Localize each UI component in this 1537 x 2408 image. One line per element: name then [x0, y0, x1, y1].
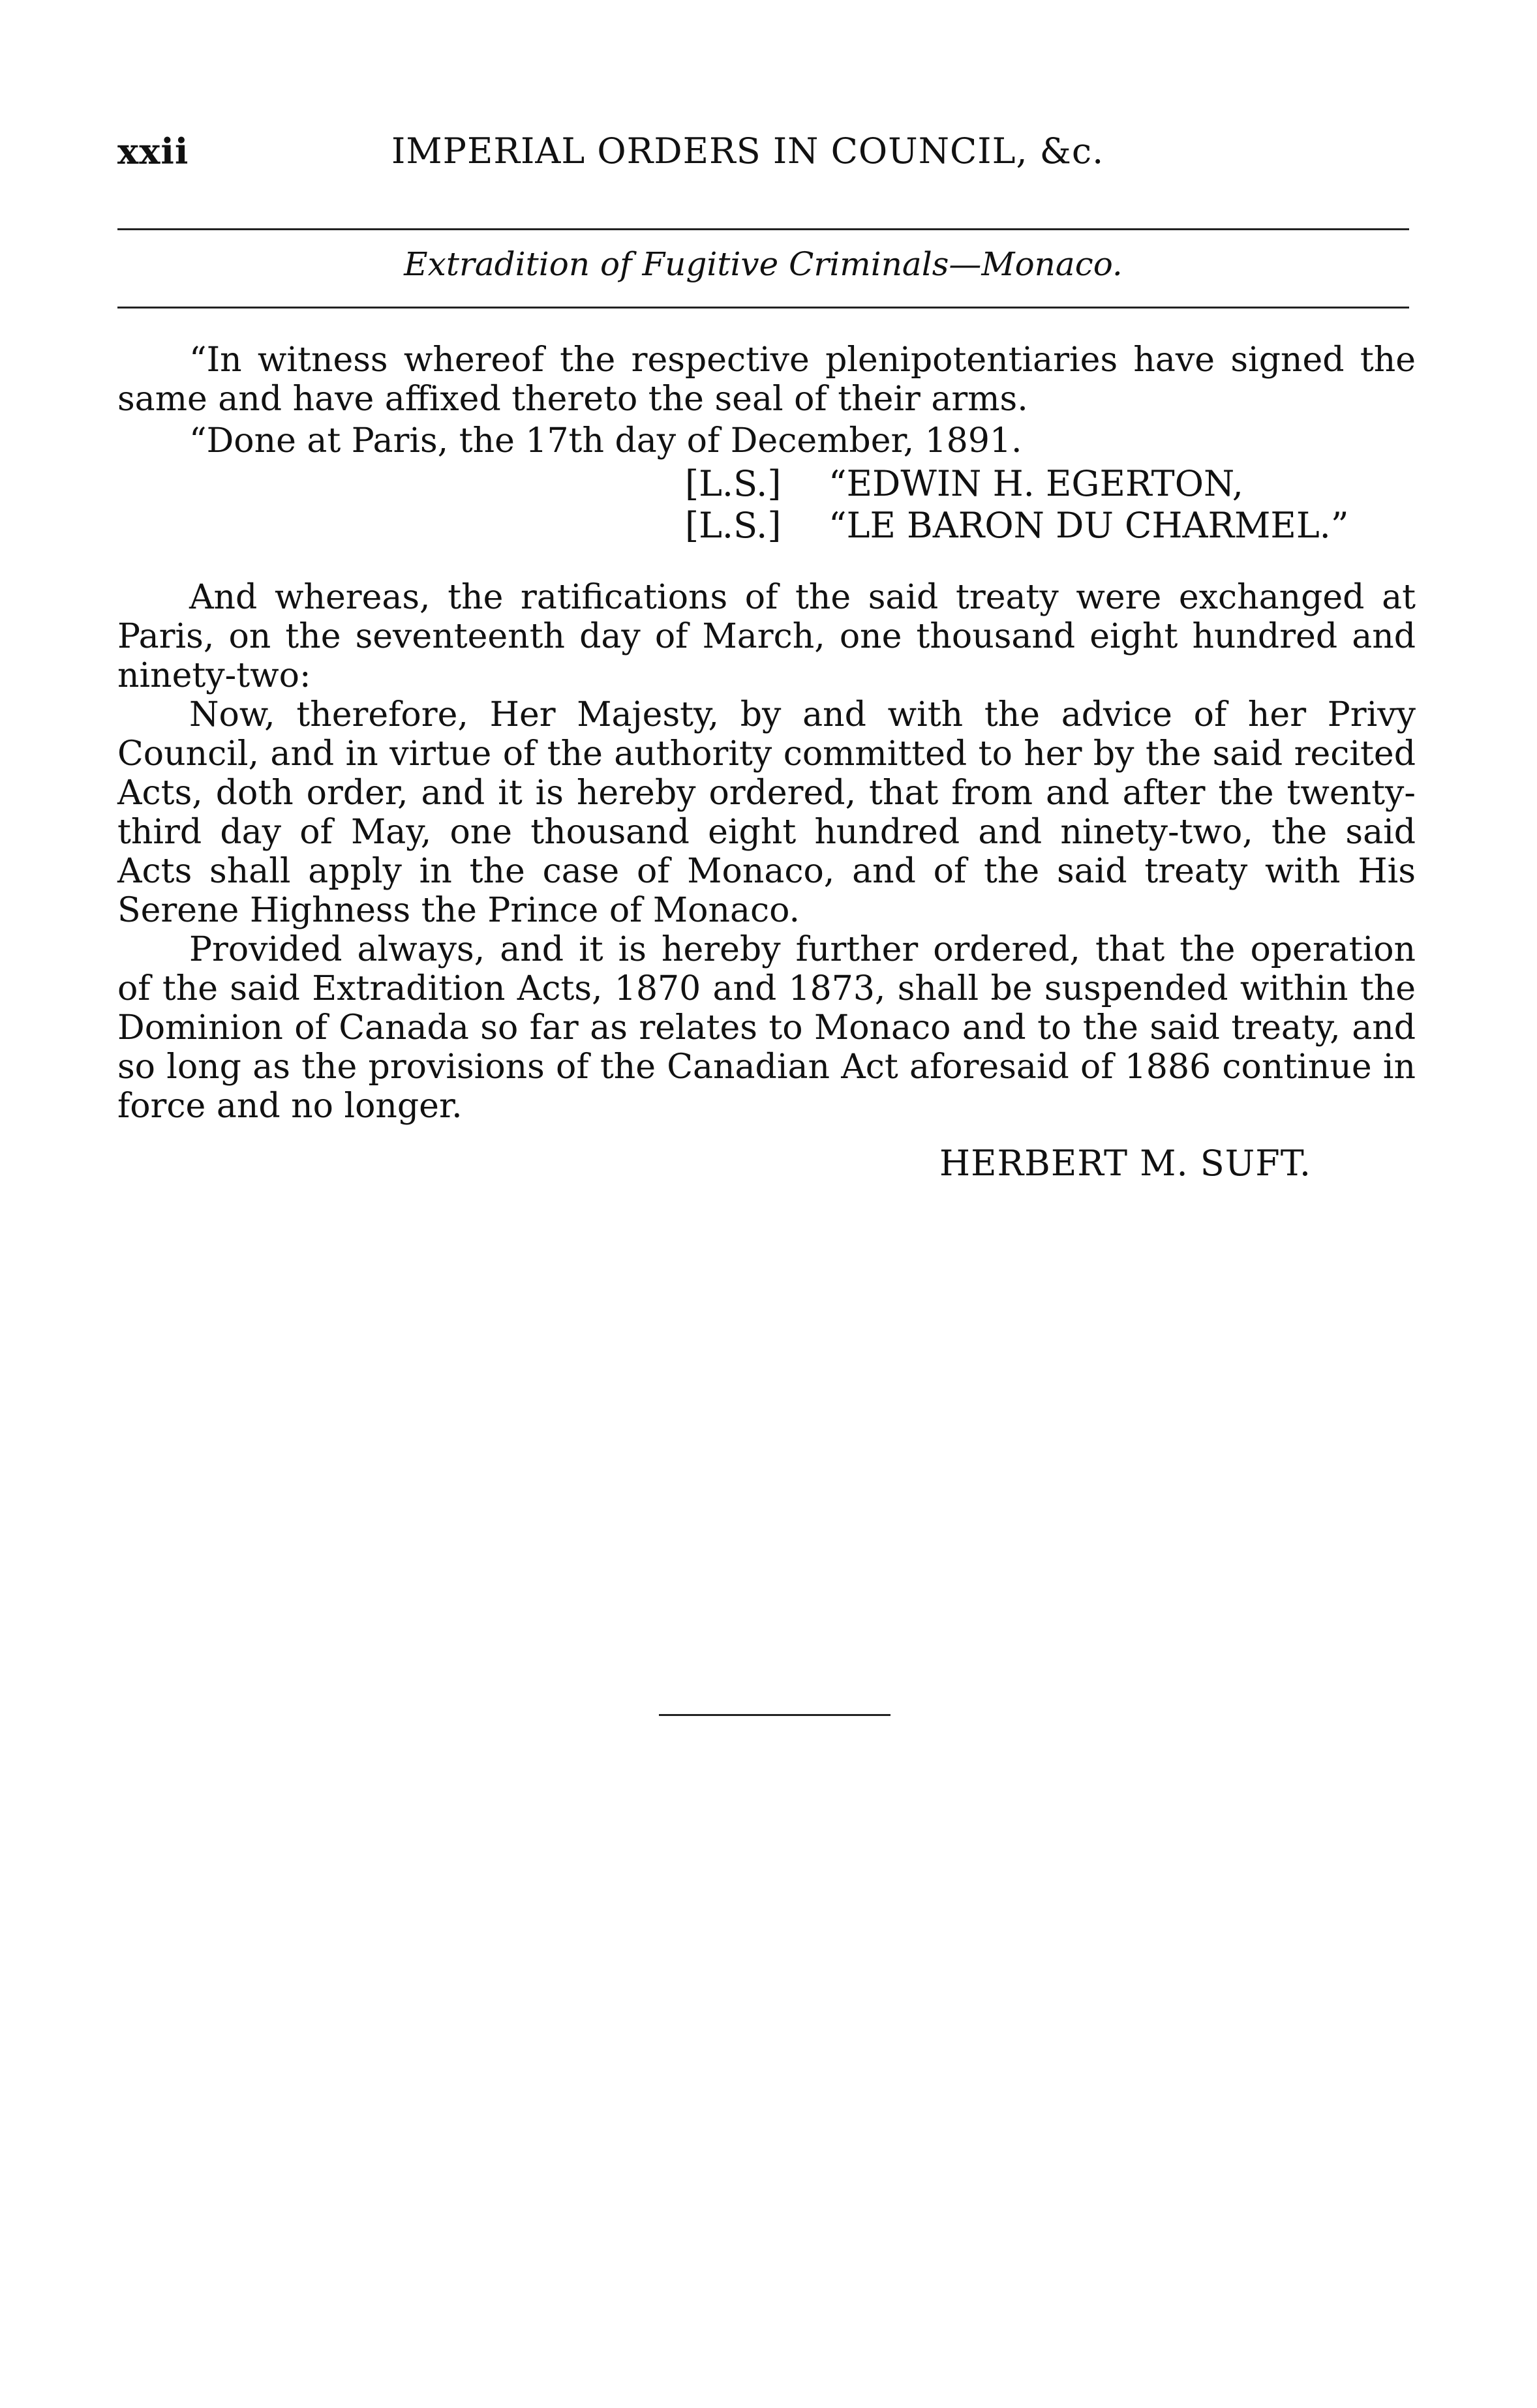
ratification-paragraph: And whereas, the ratifications of the said treaty were exchanged at Paris, on the seventeenth day of March, one thousand eight hundred and ninety-two: — [117, 578, 1416, 695]
signatory-name: “EDWIN H. EGERTON, — [829, 463, 1243, 504]
order-paragraph: Now, therefore, Her Majesty, by and with the advice of her Privy Council, and in virtue of the authority committed to her by the said recited Acts, doth order, and it is hereby ordered, that from and after the twenty-third day of May, one thousand eight hundred and ninety-two, the said Acts shall apply in the case of Monaco, and of the said treaty with His Serene Highness the Prince of Monaco. — [117, 695, 1416, 930]
signatory-name: “LE BARON DU CHARMEL.” — [829, 505, 1349, 546]
end-rule — [659, 1714, 890, 1716]
signatory-row — [685, 505, 1348, 547]
seal-mark: [L.S.] — [685, 463, 782, 504]
header-rule — [117, 228, 1409, 230]
proviso-paragraph: Provided always, and it is hereby further ordered, that the operation of the said Extradition Acts, 1870 and 1873, shall be suspended within the Dominion of Canada so far as relates to Monaco and to the said treaty, and so long as the provisions of the Canadian Act aforesaid of 1886 continue in force and no longer. — [117, 930, 1416, 1126]
done-at-paragraph: “Done at Paris, the 17th day of December, 1891. — [189, 421, 1022, 460]
page-number: xxii — [117, 130, 189, 172]
section-rule — [117, 307, 1409, 309]
witness-paragraph: “In witness whereof the respective plenipotentiaries have signed the same and have affixed thereto the seal of their arms. — [117, 340, 1416, 419]
signatories-block — [685, 463, 1348, 547]
seal-mark: [L.S.] — [685, 505, 782, 546]
signature: HERBERT M. SUFT. — [939, 1143, 1312, 1184]
section-title: Extradition of Fugitive Criminals—Monaco. — [404, 245, 1123, 283]
page-header — [117, 130, 1409, 183]
running-title: IMPERIAL ORDERS IN COUNCIL, &c. — [391, 130, 1104, 172]
signatory-row — [685, 463, 1348, 505]
